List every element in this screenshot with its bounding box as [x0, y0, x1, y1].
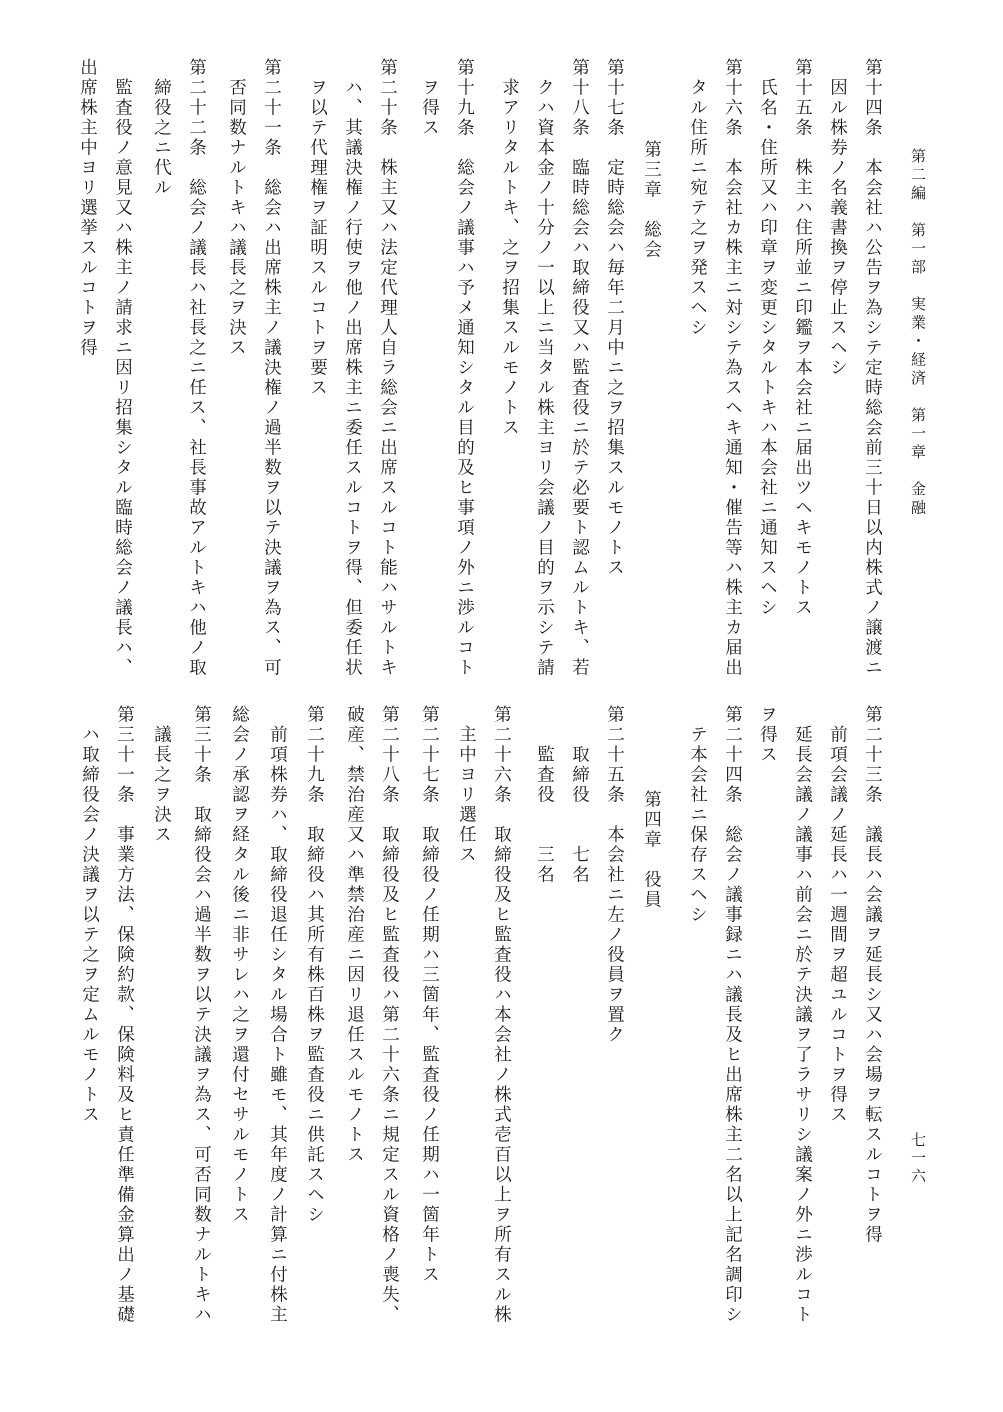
lower-line-4: ヲ得ス [757, 705, 778, 765]
chapter-heading-4: 第四章 役員 [641, 790, 662, 910]
lower-line-2: 前項会議ノ延長ハ一週間ヲ超ユルコトヲ得ス [827, 725, 848, 1125]
lower-line-8: 第二十五条 本会社ニ左ノ役員ヲ置ク [604, 705, 625, 1045]
lower-line-1: 第二十三条 議長ハ会議ヲ延長シ又ハ会場ヲ転スルコトヲ得 [862, 705, 883, 1245]
upper-line-16: ヲ以テ代理権ヲ証明スルコトヲ要ス [307, 78, 328, 398]
lower-line-18: 総会ノ承認ヲ経タル後ニ非サレハ之ヲ還付セサルモノトス [229, 705, 250, 1225]
lower-line-21: 第三十一条 事業方法、保険約款、保険料及ヒ責任準備金算出ノ基礎 [114, 705, 135, 1325]
upper-line-9: 第十八条 臨時総会ハ取締役又ハ監査役ニ於テ必要ト認ムルトキ、若 [569, 58, 590, 678]
upper-line-18: 否同数ナルトキハ議長之ヲ決ス [226, 78, 247, 358]
upper-line-21: 監査役ノ意見又ハ株主ノ請求ニ因リ招集シタル臨時総会ノ議長ハ、 [112, 78, 133, 678]
lower-line-17: 前項株券ハ、取締役退任シタル場合ト雖モ、其年度ノ計算ニ付株主 [267, 725, 288, 1325]
lower-line-16: 第二十九条 取締役ハ其所有株百株ヲ監査役ニ供託スヘシ [304, 705, 325, 1225]
running-head: 第二編 第一部 実業・経済 第一章 金融 [909, 148, 927, 518]
upper-line-11: 求アリタルトキ、之ヲ招集スルモノトス [499, 78, 520, 438]
upper-line-5: 第十六条 本会社カ株主ニ対シテ為スヘキ通知・催告等ハ株主カ届出 [722, 58, 743, 678]
upper-line-6: タル住所ニ宛テ之ヲ発スヘシ [687, 78, 708, 338]
upper-line-22: 出席株主中ヨリ選挙スルコトヲ得 [77, 58, 98, 358]
lower-line-20: 議長之ヲ決ス [151, 725, 172, 845]
upper-line-15: ハ、其議決権ノ行使ヲ他ノ出席株主ニ委任スルコトヲ得、但委任状 [342, 78, 363, 678]
lower-line-12: 主中ヨリ選任ス [456, 725, 477, 865]
upper-line-2: 因ル株券ノ名義書換ヲ停止スヘシ [827, 78, 848, 378]
lower-line-10: 監査役 三名 [534, 745, 555, 885]
lower-line-22: ハ取締役会ノ決議ヲ以テ之ヲ定ムルモノトス [79, 725, 100, 1125]
upper-line-8: 第十七条 定時総会ハ毎年二月中ニ之ヲ招集スルモノトス [604, 58, 625, 578]
lower-line-19: 第三十条 取締役会ハ過半数ヲ以テ決議ヲ為ス、可否同数ナルトキハ [191, 705, 212, 1325]
upper-line-10: クハ資本金ノ十分ノ一以上ニ当タル株主ヨリ会議ノ目的ヲ示シテ請 [534, 78, 555, 678]
upper-line-13: ヲ得ス [419, 78, 440, 138]
lower-line-11: 第二十六条 取締役及ヒ監査役ハ本会社ノ株式壱百以上ヲ所有スル株 [491, 705, 512, 1325]
upper-line-4: 氏名・住所又ハ印章ヲ変更シタルトキハ本会社ニ通知スヘシ [757, 78, 778, 618]
upper-line-17: 第二十一条 総会ハ出席株主ノ議決権ノ過半数ヲ以テ決議ヲ為ス、可 [261, 58, 282, 678]
upper-line-12: 第十九条 総会ノ議事ハ予メ通知シタル目的及ヒ事項ノ外ニ渉ルコト [454, 58, 475, 678]
lower-line-14: 第二十八条 取締役及ヒ監査役ハ第二十六条ニ規定スル資格ノ喪失、 [379, 705, 400, 1325]
upper-line-14: 第二十条 株主又ハ法定代理人自ラ総会ニ出席スルコト能ハサルトキ [377, 58, 398, 678]
lower-line-5: 第二十四条 総会ノ議事録ニハ議長及ヒ出席株主二名以上記名調印シ [722, 705, 743, 1325]
lower-line-15: 破産、禁治産又ハ準禁治産ニ因リ退任スルモノトス [344, 705, 365, 1165]
lower-line-9: 取締役 七名 [569, 745, 590, 885]
page-number: 七一六 [909, 1132, 927, 1186]
upper-line-3: 第十五条 株主ハ住所並ニ印鑑ヲ本会社ニ届出ツヘキモノトス [792, 58, 813, 618]
upper-line-1: 第十四条 本会社ハ公告ヲ為シテ定時総会前三十日以内株式ノ譲渡ニ [862, 58, 883, 678]
lower-line-6: テ本会社ニ保存スヘシ [687, 725, 708, 925]
lower-line-3: 延長会議ノ議事ハ前会ニ於テ決議ヲ了ラサリシ議案ノ外ニ渉ルコト [792, 725, 813, 1325]
chapter-heading-3: 第三章 総会 [641, 140, 662, 260]
lower-line-13: 第二十七条 取締役ノ任期ハ三箇年、監査役ノ任期ハ一箇年トス [419, 705, 440, 1285]
upper-line-19: 第二十二条 総会ノ議長ハ社長之ニ任ス、社長事故アルトキハ他ノ取 [186, 58, 207, 678]
upper-line-20: 締役之ニ代ル [151, 78, 172, 198]
